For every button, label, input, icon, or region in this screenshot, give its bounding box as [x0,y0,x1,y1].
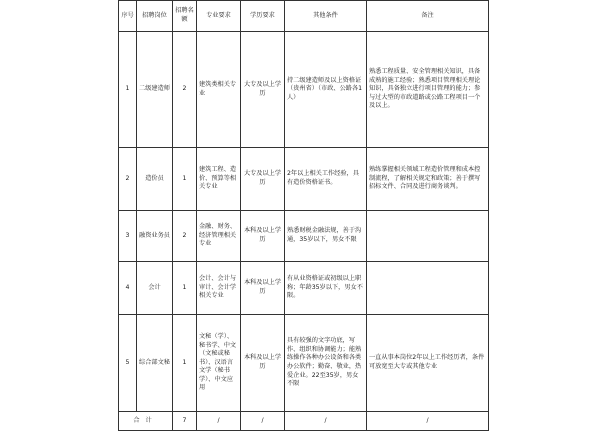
header-row [119,1,489,32]
cell-major: 文秘（学）、秘书学、中文（文秘或秘书）、汉语言文学（秘书学）、中文应用 [197,315,241,412]
cell-count: 2 [173,211,197,262]
cell-position: 造价员 [137,148,173,211]
header-seq: 序号 [119,1,137,32]
cell-major: 建筑工程、造价、预算等相关专业 [197,148,241,211]
cell-seq: 2 [119,148,137,211]
cell-other: 具有较强的文字功底，写作、组织和协调能力；能熟练操作各种办公设备和各类办公软件；勤奋、敬业，热爱企业。22至35岁，男女不限 [285,315,367,412]
cell-remarks: 一直从事本岗位2年以上工作经历者，条件可放宽至大专或其他专业 [367,315,489,412]
cell-position: 会计 [137,262,173,315]
cell-position: 融资业务员 [137,211,173,262]
cell-other: 持二级建造师及以上资格证（贵州省）（市政、公路各1人） [285,32,367,148]
cell-education: 本科及以上学历 [241,262,285,315]
cell-count: 1 [173,148,197,211]
cell-education: 本科及以上学历 [241,211,285,262]
cell-remarks [367,211,489,262]
total-major: / [197,412,241,431]
total-label: 合计 [119,412,173,431]
cell-seq: 4 [119,262,137,315]
cell-education: 大专及以上学历 [241,32,285,148]
header-position: 招聘岗位 [137,1,173,32]
table-row [119,262,489,315]
cell-remarks: 熟练掌握相关领域工程造价管理和成本控制流程，了解相关规定和政策；善于撰写招标文件、合同及进行商务谈判。 [367,148,489,211]
cell-count: 2 [173,32,197,148]
cell-other: 熟悉财税金融法规，善于沟通，35岁以下，男女不限 [285,211,367,262]
header-other: 其他条件 [285,1,367,32]
cell-count: 1 [173,315,197,412]
cell-other: 有从业资格证或初级以上职称；年龄35岁以下，男女不限。 [285,262,367,315]
header-major: 专业要求 [197,1,241,32]
table-row [119,32,489,148]
cell-seq: 1 [119,32,137,148]
table-row [119,211,489,262]
cell-major: 会计、会计与审计、会计学相关专业 [197,262,241,315]
total-other: / [285,412,367,431]
cell-other: 2年以上相关工作经验，具有造价资格证书。 [285,148,367,211]
table-row [119,315,489,412]
cell-major: 金融、财务、经济管理相关专业 [197,211,241,262]
total-education: / [241,412,285,431]
cell-seq: 3 [119,211,137,262]
cell-remarks [367,262,489,315]
cell-education: 大专及以上学历 [241,148,285,211]
cell-education: 本科及以上学历 [241,315,285,412]
total-row [119,412,489,431]
cell-position: 综合部文秘 [137,315,173,412]
table-row [119,148,489,211]
header-count: 招聘名额 [173,1,197,32]
recruitment-table [118,0,489,431]
header-education: 学历要求 [241,1,285,32]
cell-seq: 5 [119,315,137,412]
cell-count: 1 [173,262,197,315]
cell-major: 建筑类相关专业 [197,32,241,148]
header-remarks: 备注 [367,1,489,32]
recruitment-table-wrapper [118,0,488,424]
total-remarks: / [367,412,489,431]
cell-position: 二级建造师 [137,32,173,148]
total-count: 7 [173,412,197,431]
cell-remarks: 熟悉工程质量、安全管理相关知识，具备成熟的施工经验；熟悉项目管理相关理论知识，具备独立进行项目管理的能力；参与过大型的市政道路或公路工程项目一个及以上。 [367,32,489,148]
